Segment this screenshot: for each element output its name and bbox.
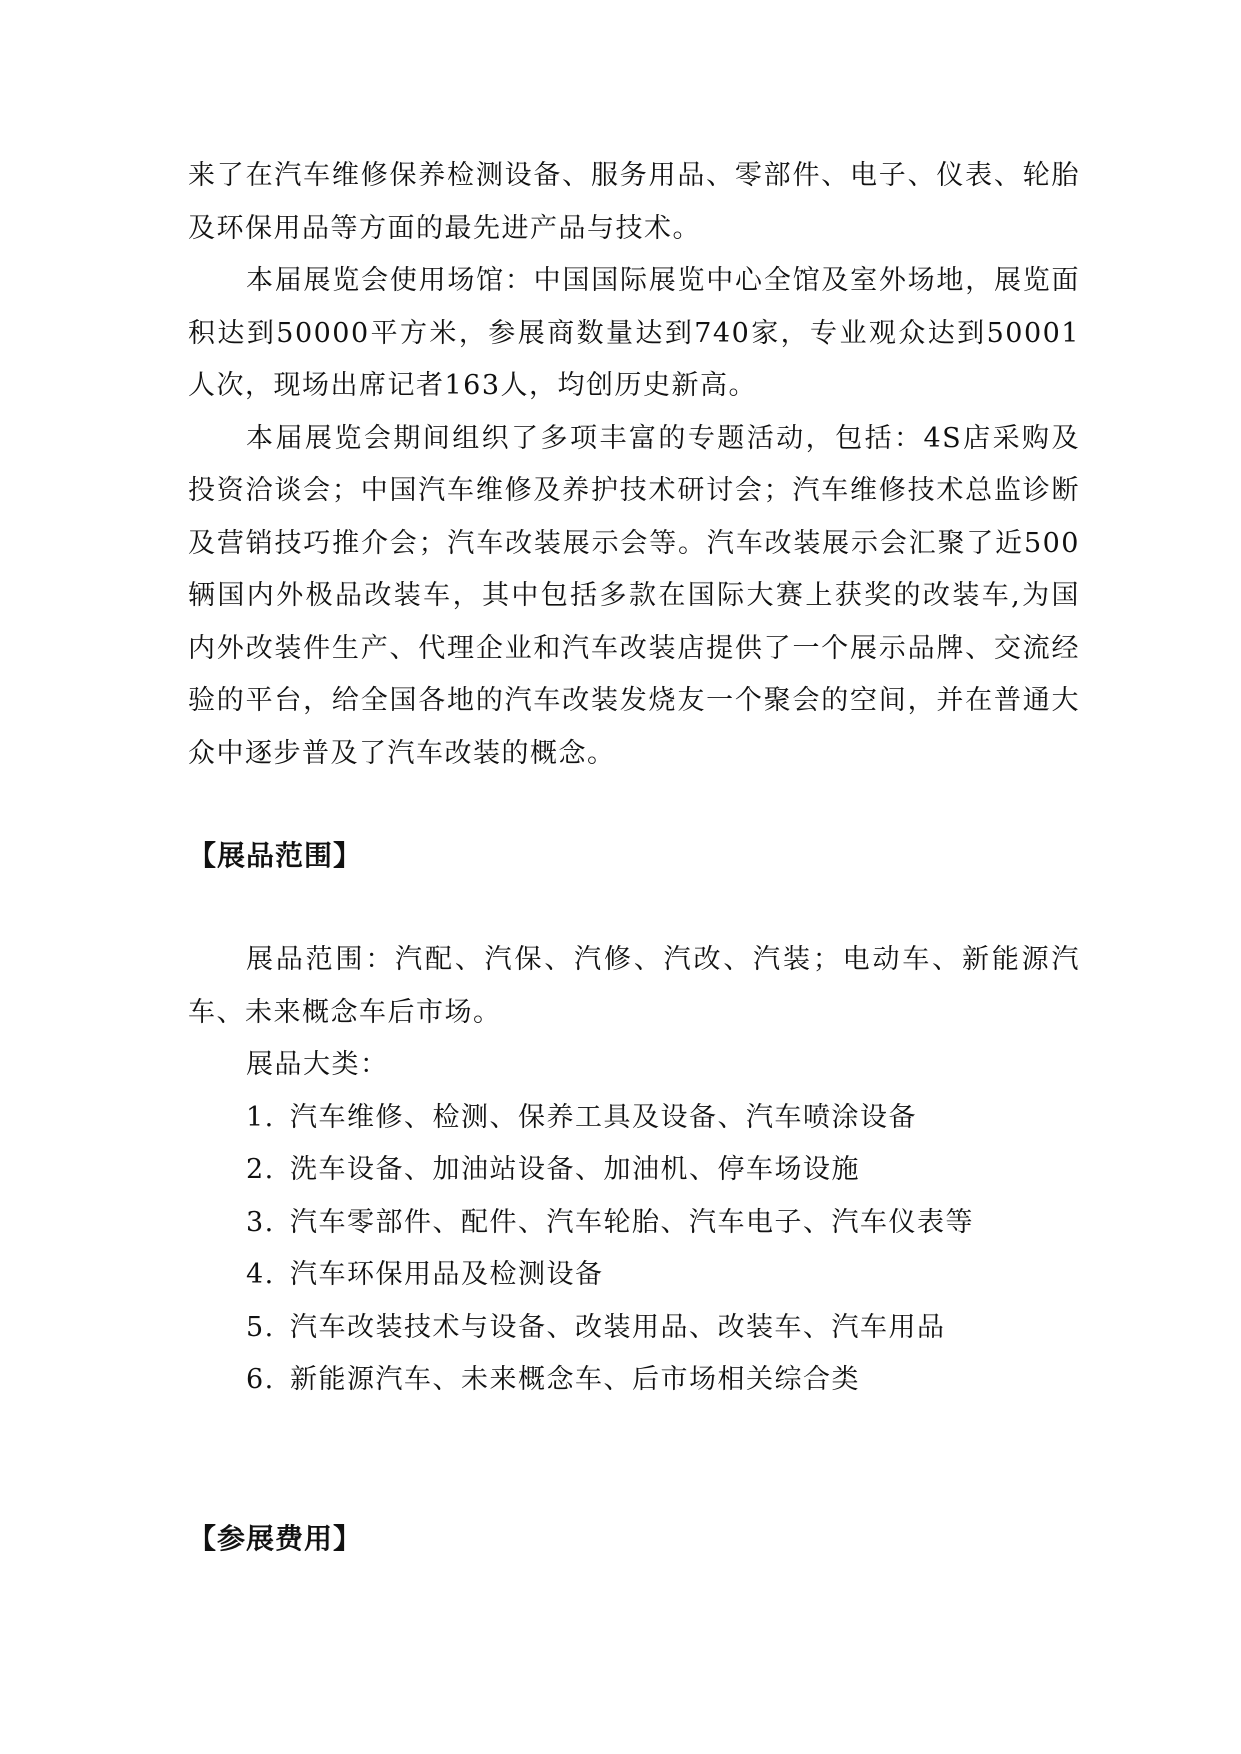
- category-item-text: 汽车环保用品及检测设备: [290, 1259, 604, 1290]
- document-page: [188, 150, 1080, 1565]
- category-list: [188, 1092, 1080, 1407]
- category-item-number: 6.: [246, 1364, 275, 1395]
- scope-heading: 【展品范围】: [188, 839, 363, 872]
- category-item-number: 3.: [246, 1206, 275, 1238]
- category-item: [188, 1354, 1080, 1407]
- activities-paragraph: 本届展览会期间组织了多项丰富的专题活动，包括：4S店采购及投资洽谈会；中国汽车维修及养护技术研讨会；汽车维修技术总监诊断及营销技巧推介会；汽车改装展示会等。汽车改装展示会汇聚了近500辆国内外极品改装车，其中包括多款在国际大赛上获奖的改装车,为国内外改装件生产、代理企业和汽车改装店提供了一个展示品牌、交流经验的平台，给全国各地的汽车改装发烧友一个聚会的空间，并在普通大众中逐步普及了汽车改装的概念。: [188, 422, 1080, 769]
- category-item: [188, 1092, 1080, 1145]
- category-item: [188, 1302, 1080, 1355]
- category-item-text: 汽车维修、检测、保养工具及设备、汽车喷涂设备: [290, 1101, 917, 1133]
- category-item-text: 洗车设备、加油站设备、加油机、停车场设施: [290, 1154, 860, 1185]
- category-item: [188, 1144, 1080, 1197]
- category-item-text: 汽车零部件、配件、汽车轮胎、汽车电子、汽车仪表等: [290, 1206, 974, 1238]
- intro-continuation-paragraph: 来了在汽车维修保养检测设备、服务用品、零部件、电子、仪表、轮胎及环保用品等方面的最先进产品与技术。: [188, 160, 1080, 244]
- scope-summary-paragraph: 展品范围：汽配、汽保、汽修、汽改、汽装；电动车、新能源汽车、未来概念车后市场。: [188, 944, 1080, 1028]
- category-item: [188, 1197, 1080, 1250]
- category-item-text: 新能源汽车、未来概念车、后市场相关综合类: [290, 1364, 860, 1395]
- fees-heading: 【参展费用】: [188, 1521, 363, 1555]
- category-item: [188, 1249, 1080, 1302]
- category-item-number: 1.: [246, 1101, 275, 1133]
- categories-label: 展品大类：: [246, 1049, 389, 1080]
- category-item-number: 4.: [246, 1259, 275, 1290]
- venue-paragraph: 本届展览会使用场馆：中国国际展览中心全馆及室外场地，展览面积达到50000平方米，参展商数量达到740家，专业观众达到50001人次，现场出席记者163人，均创历史新高。: [188, 265, 1080, 401]
- category-item-text: 汽车改装技术与设备、改装用品、改装车、汽车用品: [290, 1311, 946, 1343]
- category-item-number: 2.: [246, 1154, 275, 1185]
- category-item-number: 5.: [246, 1311, 275, 1343]
